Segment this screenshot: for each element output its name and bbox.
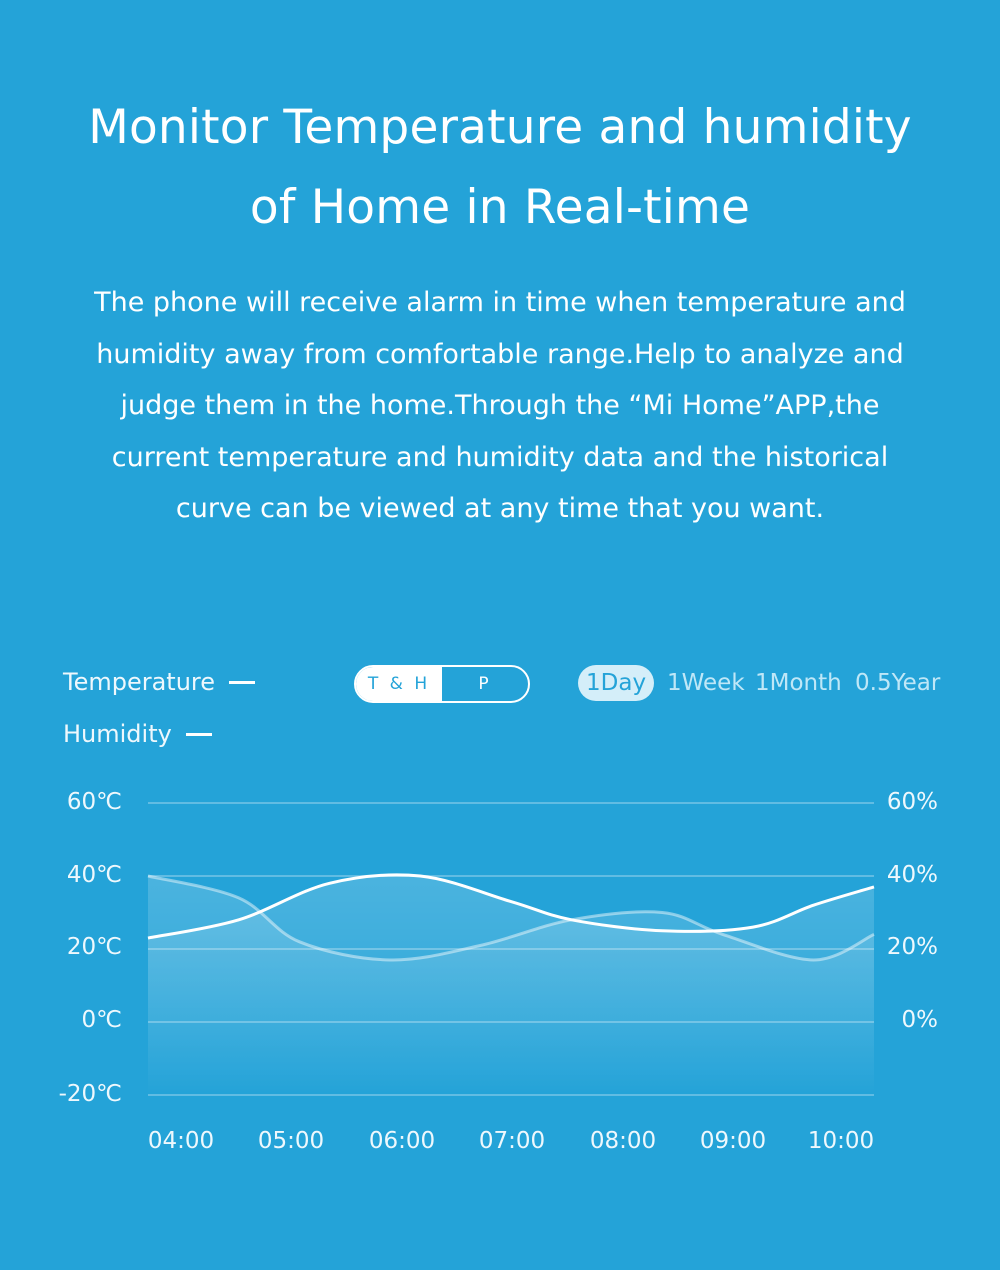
description-line: current temperature and humidity data and the historical bbox=[111, 441, 889, 473]
description-line: judge them in the home.Through the “Mi Home”APP,the bbox=[120, 390, 880, 421]
y-right-tick: 60% bbox=[886, 789, 938, 815]
y-left-tick: 60℃ bbox=[66, 789, 122, 815]
y-left-tick: 40℃ bbox=[66, 862, 122, 888]
description-line: curve can be viewed at any time that you want. bbox=[175, 493, 825, 524]
legend-humidity-label: Humidity bbox=[63, 720, 172, 748]
description-line: The phone will receive alarm in time when temperature and bbox=[94, 287, 906, 318]
y-right-tick: 20% bbox=[886, 934, 938, 960]
y-left-tick: 20℃ bbox=[66, 934, 122, 960]
range-1day[interactable]: 1Day bbox=[578, 665, 654, 701]
headline-line-2: of Home in Real-time bbox=[249, 180, 751, 235]
x-tick: 04:00 bbox=[147, 1128, 215, 1154]
range-halfyear[interactable]: 0.5Year bbox=[855, 670, 941, 696]
x-tick: 08:00 bbox=[589, 1128, 657, 1154]
y-left-tick: 0℃ bbox=[81, 1007, 122, 1033]
y-left-tick: -20℃ bbox=[58, 1081, 122, 1107]
y-right-tick: 0% bbox=[901, 1007, 938, 1033]
x-tick: 05:00 bbox=[257, 1128, 325, 1154]
mode-toggle-th[interactable]: T & H bbox=[356, 667, 442, 701]
range-1week[interactable]: 1Week bbox=[667, 670, 745, 696]
x-tick: 10:00 bbox=[807, 1128, 875, 1154]
mode-toggle-p[interactable]: P bbox=[478, 674, 492, 694]
y-right-tick: 40% bbox=[886, 862, 938, 888]
x-tick: 07:00 bbox=[478, 1128, 546, 1154]
range-1month[interactable]: 1Month bbox=[755, 670, 842, 696]
legend-temperature-label: Temperature bbox=[63, 668, 216, 696]
description-line: humidity away from comfortable range.Help to analyze and bbox=[96, 338, 904, 370]
headline-line-1: Monitor Temperature and humidity bbox=[88, 100, 912, 155]
x-tick: 06:00 bbox=[368, 1128, 436, 1154]
x-tick: 09:00 bbox=[699, 1128, 767, 1154]
